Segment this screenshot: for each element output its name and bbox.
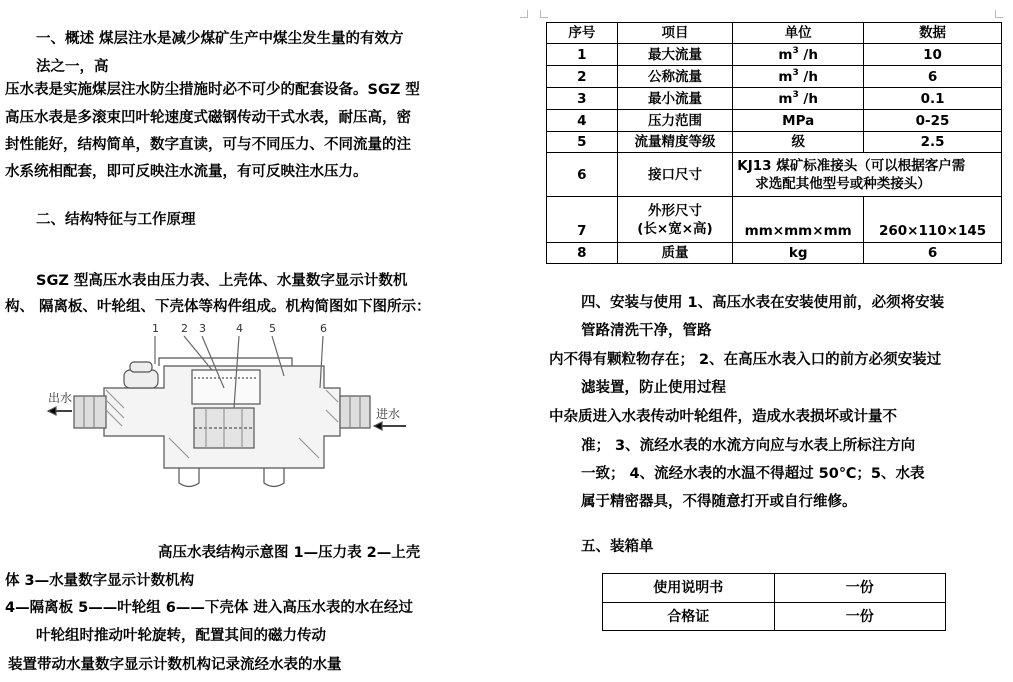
row-merged-value bbox=[733, 153, 1002, 197]
install-line-6: 准； 3、流经水表的水流方向应与水表上所标注方向 bbox=[581, 438, 916, 454]
row-item: 最小流量 bbox=[617, 88, 733, 110]
table-row bbox=[547, 197, 1002, 243]
install-line-4: 滤装置，防止使用过程 bbox=[581, 380, 726, 396]
unit-base: m bbox=[778, 68, 793, 85]
install-line-7: 一致； 4、流经水表的水温不得超过 50℃；5、水表 bbox=[581, 466, 925, 482]
row-value: 6 bbox=[864, 66, 1002, 88]
packing-list-table bbox=[602, 573, 946, 631]
row-unit bbox=[733, 44, 864, 66]
page-corner-mark bbox=[520, 10, 528, 18]
row-item: 流量精度等级 bbox=[617, 132, 733, 153]
row-item: 最大流量 bbox=[617, 44, 733, 66]
item-line-1: 外形尺寸 bbox=[647, 202, 702, 219]
table-row bbox=[603, 574, 946, 603]
row-value: 0.1 bbox=[864, 88, 1002, 110]
overview-line-2: 法之一，高 bbox=[36, 59, 109, 75]
table-row bbox=[547, 132, 1002, 153]
spec-table bbox=[546, 22, 1002, 264]
figure-caption-line-4: 叶轮组时推动叶轮旋转，配置其间的磁力传动 bbox=[36, 628, 326, 644]
packing-item: 使用说明书 bbox=[603, 574, 775, 603]
page-corner-mark bbox=[995, 10, 1003, 18]
header-item: 项目 bbox=[617, 23, 733, 44]
unit-sup: 3 bbox=[792, 45, 799, 56]
install-line-8: 属于精密器具，不得随意打开或自行维修。 bbox=[581, 494, 857, 510]
structure-line-1: SGZ 型高压水表由压力表、上壳体、水量数字显示计数机 bbox=[36, 273, 408, 289]
diagram-label-4: 4 bbox=[236, 322, 243, 335]
figure-caption-line-1: 高压水表结构示意图 1—压力表 2—上壳 bbox=[158, 545, 421, 561]
packing-qty: 一份 bbox=[774, 603, 946, 631]
table-row bbox=[603, 603, 946, 631]
row-unit: mm×mm×mm bbox=[733, 197, 864, 243]
row-unit bbox=[733, 88, 864, 110]
overview-line-6: 水系统相配套，即可反映注水流量，有可反映注水压力。 bbox=[5, 164, 368, 180]
row-item: 压力范围 bbox=[617, 110, 733, 132]
overview-line-5: 封性能好，结构简单，数字直读，可与不同压力、不同流量的注 bbox=[5, 137, 411, 153]
table-row bbox=[547, 44, 1002, 66]
table-row bbox=[547, 243, 1002, 264]
header-no: 序号 bbox=[547, 23, 618, 44]
figure-caption-line-3: 4—隔离板 5——叶轮组 6——下壳体 进入高压水表的水在经过 bbox=[5, 600, 413, 616]
packing-item: 合格证 bbox=[603, 603, 775, 631]
row-no: 4 bbox=[547, 110, 618, 132]
table-row bbox=[547, 110, 1002, 132]
diagram-outlet-label: 出水 bbox=[48, 391, 73, 405]
merged-value-line-1: KJ13 煤矿标准接头（可以根据客户需 bbox=[737, 157, 966, 174]
item-line-2: (长×宽×高) bbox=[637, 220, 713, 237]
row-no: 7 bbox=[547, 197, 618, 243]
figure-caption-line-5: 装置带动水量数字显示计数机构记录流经水表的水量 bbox=[8, 657, 342, 673]
install-line-3: 内不得有颗粒物存在； 2、在高压水表入口的前方必须安装过 bbox=[549, 352, 942, 368]
row-no: 3 bbox=[547, 88, 618, 110]
unit-sup: 3 bbox=[792, 89, 799, 100]
diagram-label-1: 1 bbox=[152, 322, 159, 335]
row-value: 10 bbox=[864, 44, 1002, 66]
row-value: 6 bbox=[864, 243, 1002, 264]
diagram-label-3: 3 bbox=[199, 322, 206, 335]
unit-base: m bbox=[778, 90, 793, 107]
row-item: 公称流量 bbox=[617, 66, 733, 88]
overview-line-1: 一、概述 煤层注水是减少煤矿生产中煤尘发生量的有效方 bbox=[36, 31, 404, 47]
unit-sup: 3 bbox=[792, 67, 799, 78]
table-row bbox=[547, 66, 1002, 88]
install-line-1: 四、安装与使用 1、高压水表在安装使用前，必须将安装 bbox=[581, 295, 945, 311]
row-unit bbox=[733, 66, 864, 88]
unit-rest: /h bbox=[798, 90, 818, 107]
row-value: 260×110×145 bbox=[864, 197, 1002, 243]
unit-base: m bbox=[778, 46, 793, 63]
row-value: 0-25 bbox=[864, 110, 1002, 132]
overview-line-3: 压水表是实施煤层注水防尘措施时必不可少的配套设备。SGZ 型 bbox=[5, 82, 420, 98]
table-header-row bbox=[547, 23, 1002, 44]
row-item: 质量 bbox=[617, 243, 733, 264]
row-no: 8 bbox=[547, 243, 618, 264]
header-unit: 单位 bbox=[733, 23, 864, 44]
install-line-5: 中杂质进入水表传动叶轮组件，造成水表损坏或计量不 bbox=[549, 409, 897, 425]
row-unit: MPa bbox=[733, 110, 864, 132]
row-item bbox=[617, 197, 733, 243]
header-value: 数据 bbox=[864, 23, 1002, 44]
packing-qty: 一份 bbox=[774, 574, 946, 603]
row-no: 5 bbox=[547, 132, 618, 153]
page-corner-mark bbox=[540, 10, 548, 18]
diagram-label-5: 5 bbox=[269, 322, 276, 335]
row-no: 2 bbox=[547, 66, 618, 88]
structure-line-2: 构、 隔离板、叶轮组、下壳体等构件组成。机构简图如下图所示： bbox=[5, 299, 431, 315]
table-row bbox=[547, 88, 1002, 110]
row-unit: kg bbox=[733, 243, 864, 264]
diagram-label-6: 6 bbox=[320, 322, 327, 335]
row-no: 6 bbox=[547, 153, 618, 197]
table-row bbox=[547, 153, 1002, 197]
figure-caption-line-2: 体 3—水量数字显示计数机构 bbox=[5, 573, 195, 589]
row-unit: 级 bbox=[733, 132, 864, 153]
row-value: 2.5 bbox=[864, 132, 1002, 153]
diagram-label-2: 2 bbox=[181, 322, 188, 335]
section-2-heading: 二、结构特征与工作原理 bbox=[36, 212, 196, 228]
unit-rest: /h bbox=[798, 68, 818, 85]
diagram-inlet-label: 进水 bbox=[376, 407, 401, 421]
install-line-2: 管路清洗干净，管路 bbox=[581, 323, 712, 339]
row-no: 1 bbox=[547, 44, 618, 66]
section-5-heading: 五、装箱单 bbox=[581, 539, 654, 555]
row-item: 接口尺寸 bbox=[617, 153, 733, 197]
water-meter-structure-diagram bbox=[44, 318, 454, 503]
unit-rest: /h bbox=[798, 46, 818, 63]
overview-line-4: 高压水表是多滚束凹叶轮速度式磁钢传动干式水表，耐压高，密 bbox=[5, 110, 411, 126]
merged-value-line-2: 求选配其他型号或种类接头） bbox=[755, 175, 931, 192]
